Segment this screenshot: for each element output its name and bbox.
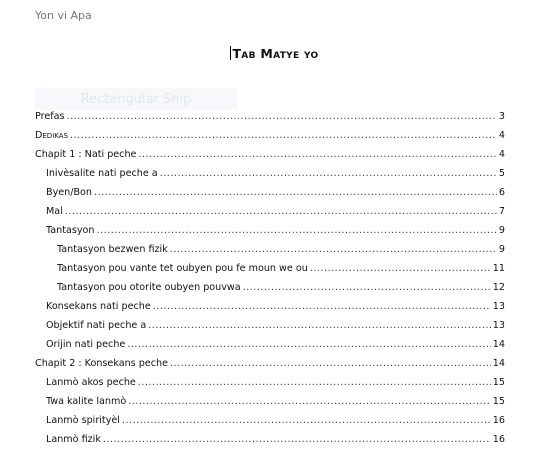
toc-entry-label: Chapit 1 : Nati peche: [35, 149, 137, 160]
toc-entry-label: Lanmò spirityèl: [46, 415, 120, 426]
toc-entry-page: 12: [492, 282, 505, 293]
rectangular-snip-overlay: Rectangular Snip: [35, 88, 237, 110]
document-header: Yon vi Apa: [35, 9, 92, 22]
toc-entry-page: 13: [492, 320, 505, 331]
toc-entry[interactable]: [35, 107, 505, 126]
table-of-contents: [35, 107, 505, 449]
toc-entry-label: Tantasyon: [46, 225, 95, 236]
toc-entry[interactable]: [35, 183, 505, 202]
toc-entry-label: Chapit 2 : Konsekans peche: [35, 358, 168, 369]
toc-entry-label: Twa kalite lanmò: [46, 396, 127, 407]
toc-entry-label: Mal: [46, 206, 63, 217]
toc-entry-label: Orijin nati peche: [46, 339, 126, 350]
toc-entry-leader: [128, 392, 491, 411]
toc-entry-page: 16: [492, 415, 505, 426]
toc-entry-label: Inivèsalite nati peche a: [46, 168, 158, 179]
toc-entry[interactable]: [35, 316, 505, 335]
toc-entry[interactable]: [35, 259, 505, 278]
toc-entry-page: 14: [492, 339, 505, 350]
toc-entry-leader: [122, 411, 491, 430]
toc-entry-label: Dedikas: [35, 130, 68, 141]
toc-entry[interactable]: [35, 354, 505, 373]
toc-entry-page: 7: [498, 206, 505, 217]
toc-entry[interactable]: [35, 373, 505, 392]
toc-entry[interactable]: [35, 221, 505, 240]
toc-entry-leader: [310, 259, 491, 278]
toc-entry-page: 5: [498, 168, 505, 179]
toc-entry-page: 9: [498, 244, 505, 255]
toc-entry-page: 9: [498, 225, 505, 236]
toc-entry-label: Prefas: [35, 111, 65, 122]
toc-entry-leader: [67, 107, 497, 126]
toc-entry-label: Byen/Bon: [46, 187, 93, 198]
toc-entry-leader: [170, 240, 497, 259]
toc-entry-label: Konsekans nati peche: [46, 301, 151, 312]
toc-entry[interactable]: [35, 411, 505, 430]
toc-entry-page: 15: [492, 396, 505, 407]
toc-entry-leader: [153, 297, 491, 316]
toc-entry-leader: [65, 202, 497, 221]
toc-entry-page: 4: [498, 149, 505, 160]
toc-entry[interactable]: [35, 202, 505, 221]
toc-entry-page: 3: [498, 111, 505, 122]
toc-entry[interactable]: [35, 278, 505, 297]
toc-entry-leader: [127, 335, 490, 354]
toc-entry-leader: [160, 164, 497, 183]
toc-entry[interactable]: [35, 430, 505, 449]
toc-entry-leader: [148, 316, 491, 335]
toc-entry-page: 13: [492, 301, 505, 312]
toc-entry[interactable]: [35, 335, 505, 354]
toc-entry-leader: [170, 354, 491, 373]
toc-entry[interactable]: [35, 126, 505, 145]
toc-entry[interactable]: [35, 145, 505, 164]
toc-entry-page: 14: [492, 358, 505, 369]
toc-entry-leader: [103, 430, 491, 449]
toc-entry-leader: [97, 221, 497, 240]
toc-entry-leader: [70, 126, 497, 145]
toc-entry-page: 15: [492, 377, 505, 388]
toc-entry[interactable]: [35, 164, 505, 183]
toc-entry-leader: [94, 183, 497, 202]
toc-entry-label: Tantasyon pou vante tet oubyen pou fe moun we ou: [57, 263, 308, 274]
toc-entry-label: Lanmò fizik: [46, 434, 101, 445]
toc-entry-page: 6: [498, 187, 505, 198]
toc-title: [0, 46, 549, 61]
toc-entry-leader: [243, 278, 491, 297]
toc-entry[interactable]: [35, 240, 505, 259]
toc-entry-page: 16: [492, 434, 505, 445]
toc-entry-label: Tantasyon bezwen fizik: [57, 244, 168, 255]
toc-entry[interactable]: [35, 297, 505, 316]
toc-entry[interactable]: [35, 392, 505, 411]
toc-entry-label: Tantasyon pou otorite oubyen pouvwa: [57, 282, 241, 293]
toc-entry-page: 4: [498, 130, 505, 141]
toc-entry-leader: [138, 373, 491, 392]
toc-title-text: Tab Matye yo: [232, 46, 319, 61]
toc-entry-label: Lanmò akos peche: [46, 377, 136, 388]
toc-entry-label: Objektif nati peche a: [46, 320, 147, 331]
toc-entry-leader: [138, 145, 496, 164]
toc-entry-page: 11: [492, 263, 505, 274]
